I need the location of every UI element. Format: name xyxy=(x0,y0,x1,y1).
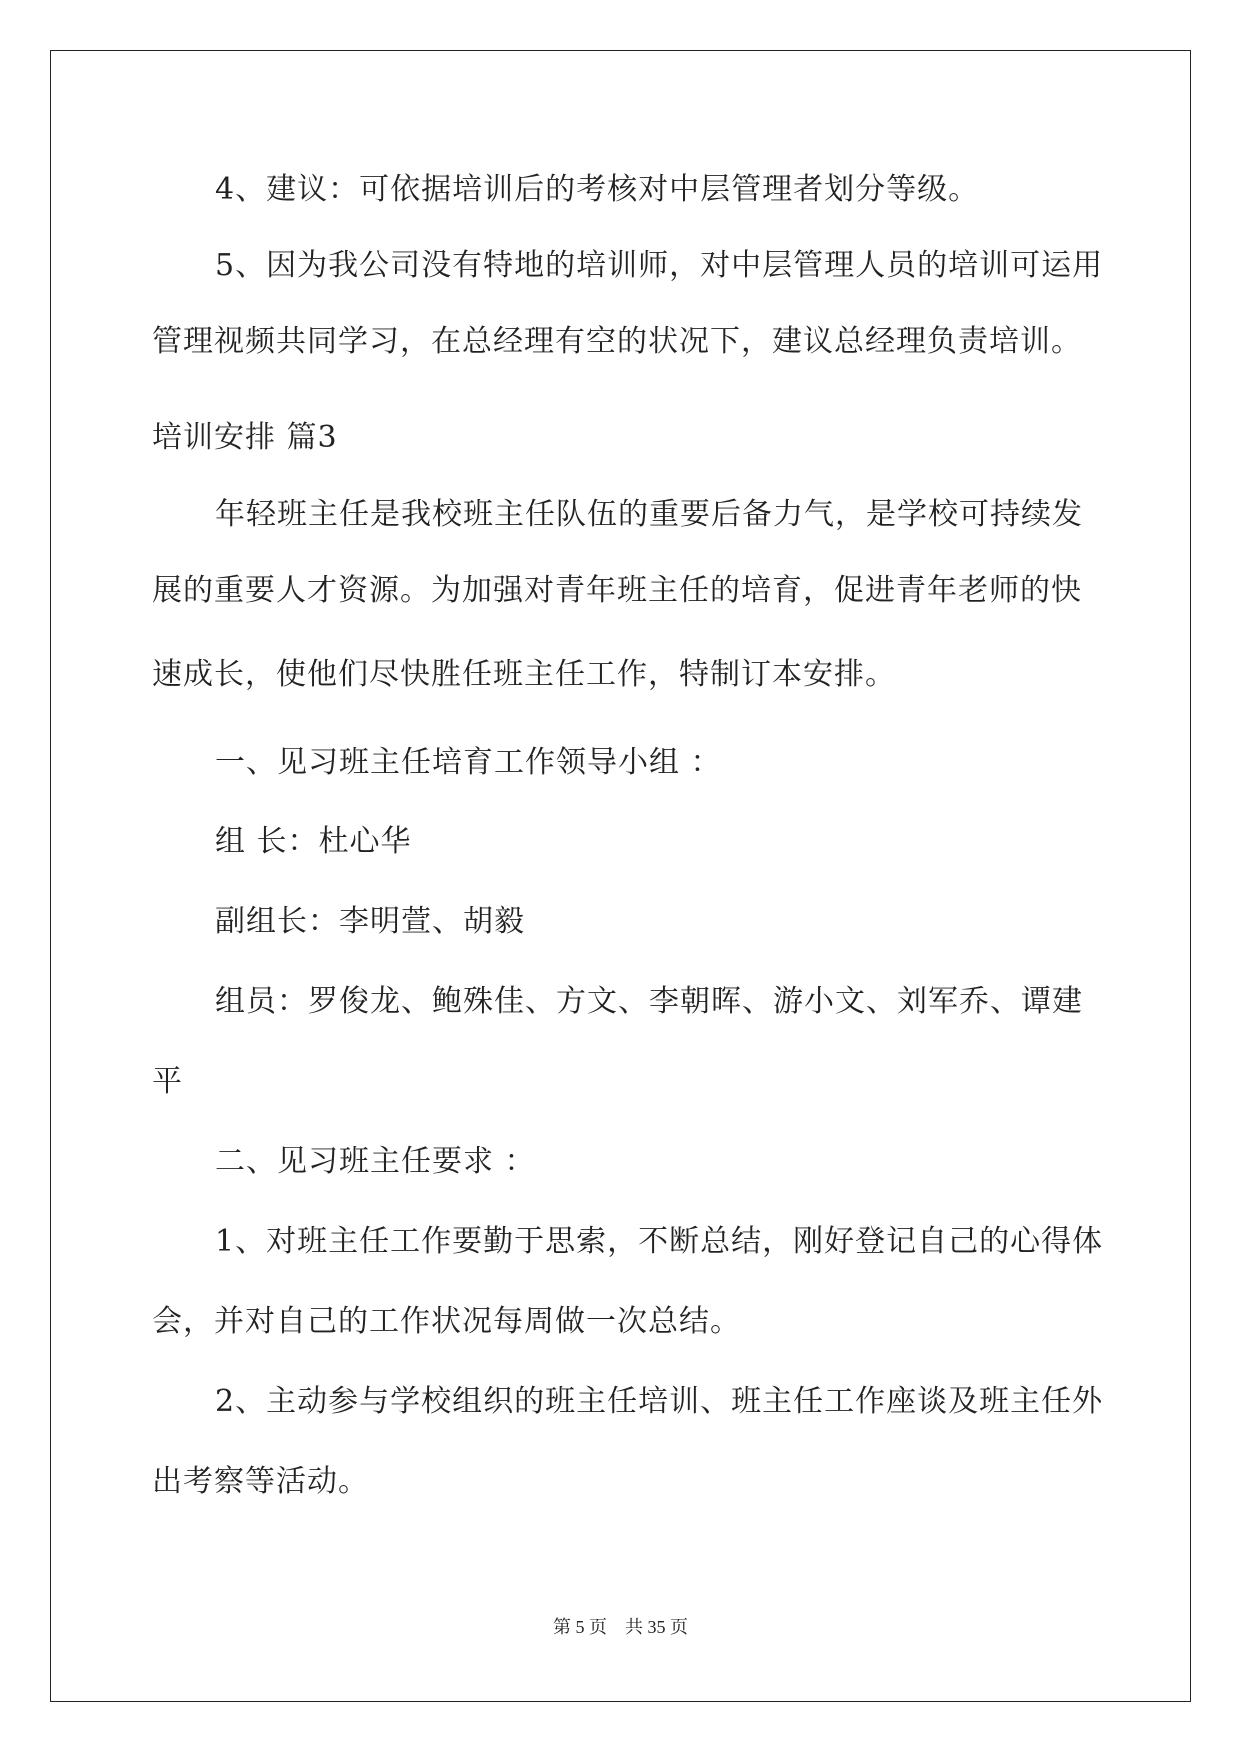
page-border xyxy=(50,50,1191,1702)
paragraph-line: 管理视频共同学习，在总经理有空的状况下，建议总经理负责培训。 xyxy=(152,324,1082,359)
paragraph-line: 组员：罗俊龙、鲍殊佳、方文、李朝晖、游小文、刘军乔、谭建 xyxy=(215,984,1083,1019)
paragraph-line: 年轻班主任是我校班主任队伍的重要后备力气，是学校可持续发 xyxy=(215,497,1083,532)
page-number-footer: 第 5 页 共 35 页 xyxy=(553,1617,688,1637)
paragraph-line: 平 xyxy=(152,1064,183,1099)
paragraph-line: 会，并对自己的工作状况每周做一次总结。 xyxy=(152,1304,741,1339)
paragraph-line: 展的重要人才资源。为加强对青年班主任的培育，促进青年老师的快 xyxy=(152,573,1082,608)
paragraph-line: 二、见习班主任要求 ： xyxy=(215,1144,536,1179)
paragraph-line: 4、建议：可依据培训后的考核对中层管理者划分等级。 xyxy=(215,172,980,207)
paragraph-line: 速成长，使他们尽快胜任班主任工作，特制订本安排。 xyxy=(152,657,896,692)
paragraph-line: 出考察等活动。 xyxy=(152,1464,369,1499)
section-heading: 培训安排 篇3 xyxy=(152,420,338,455)
paragraph-line: 5、因为我公司没有特地的培训师，对中层管理人员的培训可运用 xyxy=(215,248,1104,283)
paragraph-line: 1、对班主任工作要勤于思索，不断总结，刚好登记自己的心得体 xyxy=(215,1224,1104,1259)
paragraph-line: 2、主动参与学校组织的班主任培训、班主任工作座谈及班主任外 xyxy=(215,1384,1104,1419)
paragraph-line: 副组长：李明萱、胡毅 xyxy=(215,904,525,939)
paragraph-line: 一、见习班主任培育工作领导小组 ： xyxy=(215,745,722,780)
paragraph-line: 组 长：杜心华 xyxy=(215,824,412,859)
